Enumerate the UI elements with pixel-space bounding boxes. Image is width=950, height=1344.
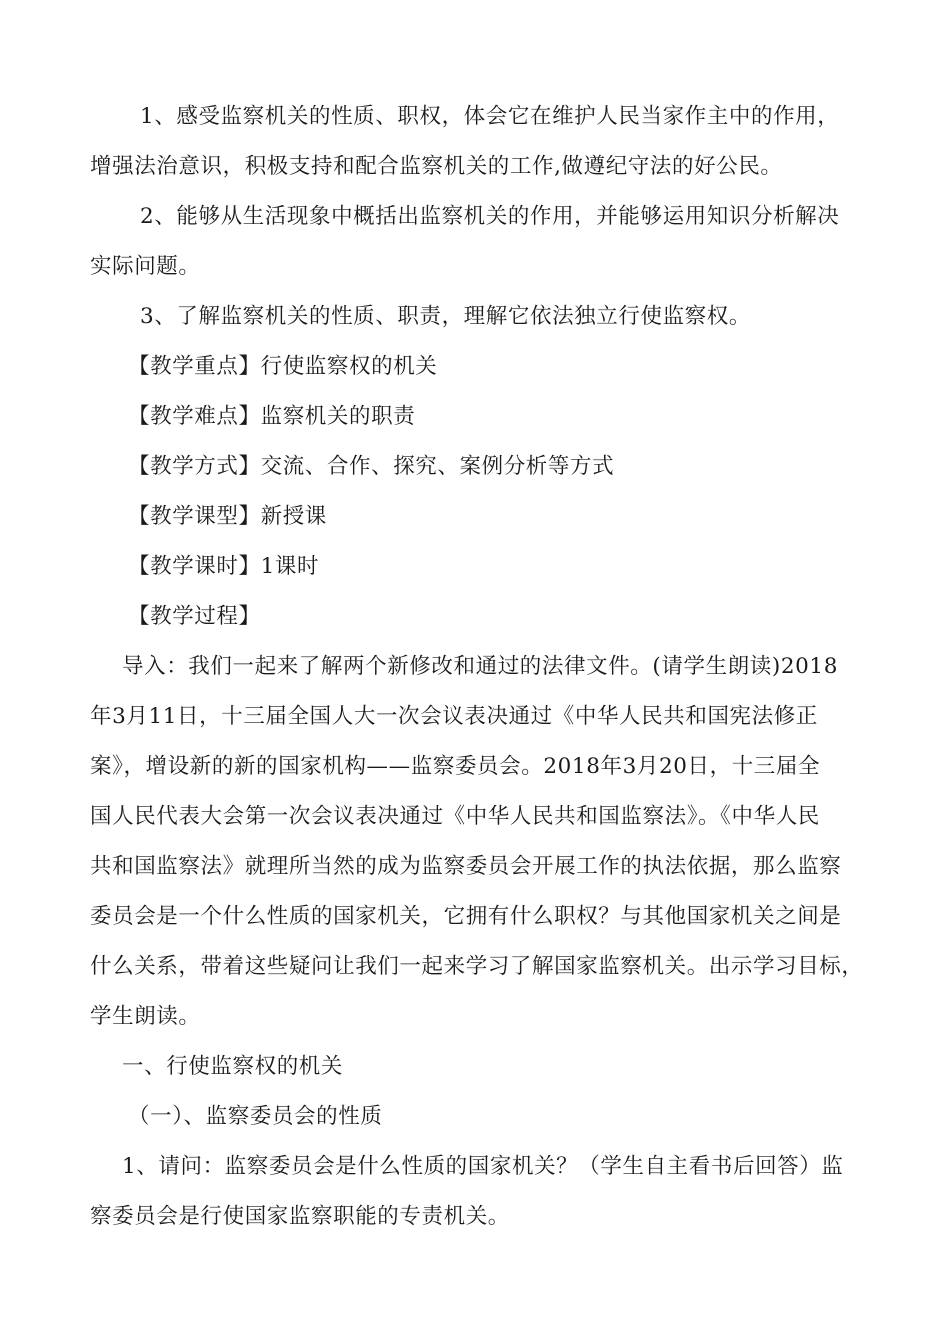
goal-3-line: 3、了解监察机关的性质、职责，理解它依法独立行使监察权。 xyxy=(140,304,751,329)
intro-line-6: 委员会是一个什么性质的国家机关，它拥有什么职权？与其他国家机关之间是 xyxy=(90,904,842,929)
intro-line-1: 导入：我们一起来了解两个新修改和通过的法律文件。(请学生朗读)2018 xyxy=(122,654,838,679)
subsection-1-heading: （一）、监察委员会的性质 xyxy=(128,1104,383,1129)
lesson-hours: 【教学课时】1课时 xyxy=(128,554,320,579)
intro-line-2: 年3月11日，十三届全国人大一次会议表决通过《中华人民共和国宪法修正 xyxy=(90,704,818,729)
section-1-heading: 一、行使监察权的机关 xyxy=(122,1054,344,1079)
question-1-line-1: 1、请问：监察委员会是什么性质的国家机关？（学生自主看书后回答）监 xyxy=(122,1154,844,1179)
goal-2-line-2: 实际问题。 xyxy=(90,254,201,279)
intro-line-4: 国人民代表大会第一次会议表决通过《中华人民共和国监察法》。《中华人民 xyxy=(90,804,820,829)
teaching-focus: 【教学重点】行使监察权的机关 xyxy=(128,354,438,379)
teaching-process-heading: 【教学过程】 xyxy=(128,604,261,629)
teaching-difficulty: 【教学难点】监察机关的职责 xyxy=(128,404,416,429)
intro-line-7: 什么关系，带着这些疑问让我们一起来学习了解国家监察机关。出示学习目标， xyxy=(90,954,864,979)
intro-line-8: 学生朗读。 xyxy=(90,1004,201,1029)
teaching-method: 【教学方式】交流、合作、探究、案例分析等方式 xyxy=(128,454,615,479)
lesson-type: 【教学课型】新授课 xyxy=(128,504,327,529)
goal-1-line-2: 增强法治意识，积极支持和配合监察机关的工作,做遵纪守法的好公民。 xyxy=(90,154,783,179)
question-1-line-2: 察委员会是行使国家监察职能的专责机关。 xyxy=(90,1204,510,1229)
intro-line-3: 案》，增设新的新的国家机构——监察委员会。2018年3月20日，十三届全 xyxy=(90,754,821,779)
intro-line-5: 共和国监察法》就理所当然的成为监察委员会开展工作的执法依据，那么监察 xyxy=(90,854,842,879)
goal-1-line-1: 1、感受监察机关的性质、职权，体会它在维护人民当家作主中的作用， xyxy=(140,104,840,129)
goal-2-line-1: 2、能够从生活现象中概括出监察机关的作用，并能够运用知识分析解决 xyxy=(140,204,840,229)
